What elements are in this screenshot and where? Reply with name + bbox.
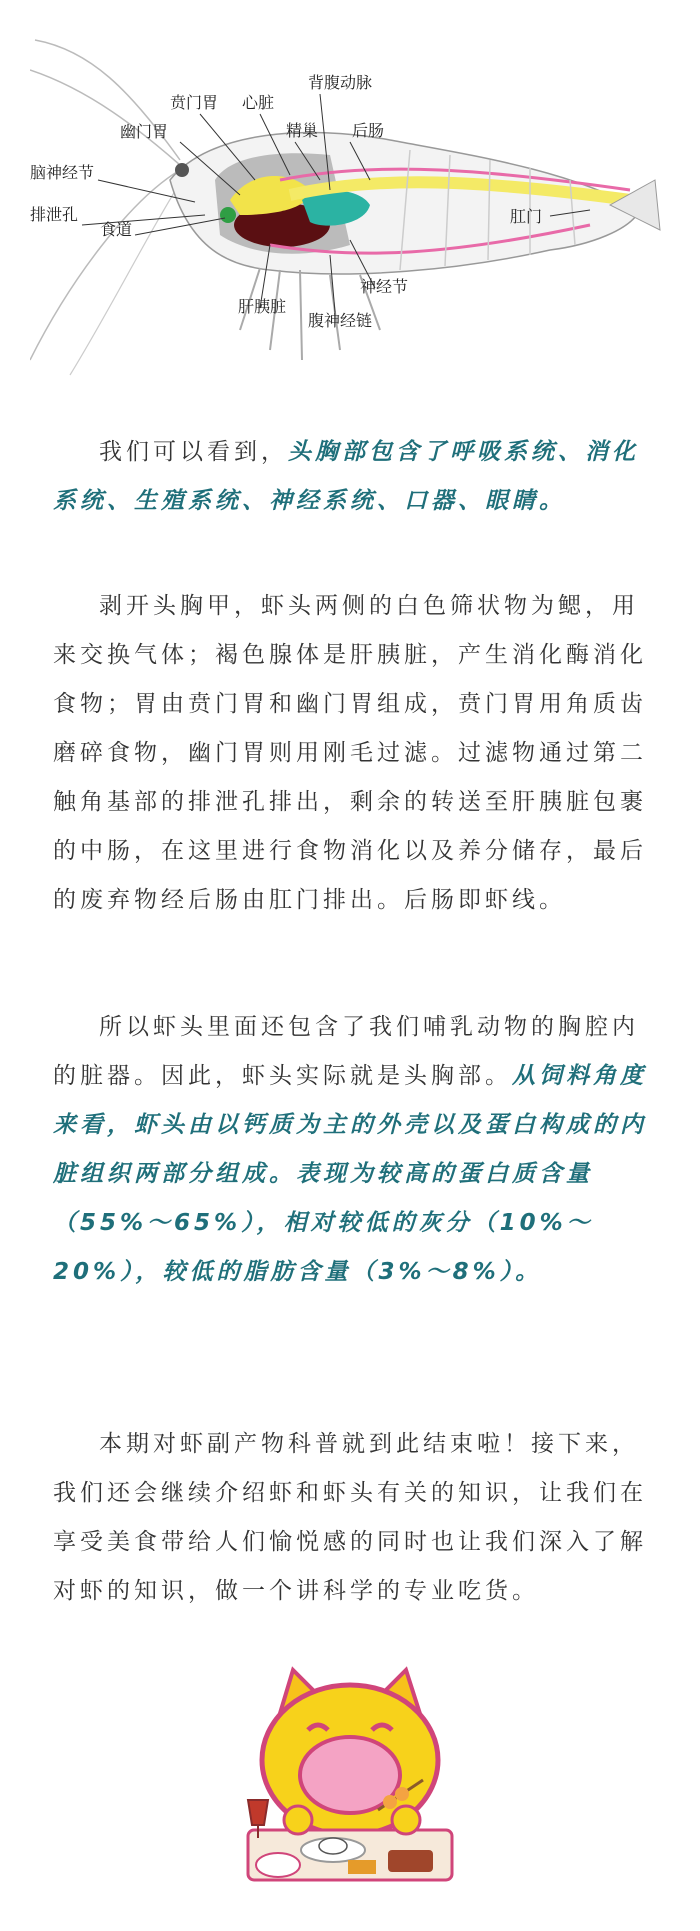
label-pyloric-stomach: 幽门胃 <box>120 122 169 141</box>
shrimp-anatomy-svg <box>30 30 670 380</box>
label-dorsal-artery: 背腹动脉 <box>308 73 373 92</box>
label-nerve-ganglion: 神经节 <box>360 277 409 296</box>
label-excretory-pore: 排泄孔 <box>30 205 79 224</box>
paragraph-1-text: 我们可以看到， <box>99 439 288 465</box>
label-hepatopancreas: 肝胰脏 <box>238 297 287 316</box>
cat-mascot-svg <box>238 1660 462 1886</box>
paragraph-1 <box>53 428 648 526</box>
cat-mascot-illustration <box>238 1660 462 1886</box>
shrimp-anatomy-diagram <box>30 30 670 380</box>
label-ventral-nerve-cord: 腹神经链 <box>308 311 373 330</box>
paragraph-2-text: 剥开头胸甲，虾头两侧的白色筛状物为鳃，用来交换气体；褐色腺体是肝胰脏，产生消化酶消化食物；胃由贲门胃和幽门胃组成，贲门胃用角质齿磨碎食物，幽门胃则用刚毛过滤。过滤物通过第二触角基部的排泄孔排出，剩余的转送至肝胰脏包裹的中肠，在这里进行食物消化以及养分储存，最后的废弃物经后肠由肛门排出。后肠即虾线。 <box>53 593 647 913</box>
paragraph-3-text: 所以虾头里面还包含了我们哺乳动物的胸腔内的脏器。因此，虾头实际就是头胸部。 <box>53 1014 639 1089</box>
label-anus: 肛门 <box>510 207 543 226</box>
label-heart: 心脏 <box>242 93 275 112</box>
paragraph-3-highlight: 从饲料角度来看，虾头由以钙质为主的外壳以及蛋白构成的内脏组织两部分组成。表现为较高的蛋白质含量（55%～65%），相对较低的灰分（10%～20%），较低的脂肪含量（3%～8%）。 <box>53 1063 647 1285</box>
paragraph-3 <box>53 1003 648 1297</box>
label-hindgut: 后肠 <box>352 121 385 140</box>
paragraph-2 <box>53 582 648 925</box>
label-cardiac-stomach: 贲门胃 <box>170 93 219 112</box>
label-spermary: 精巢 <box>286 121 319 140</box>
label-esophagus: 食道 <box>100 220 133 239</box>
paragraph-1-highlight: 头胸部包含了呼吸系统、消化系统、生殖系统、神经系统、口器、眼睛。 <box>53 439 639 514</box>
label-brain-ganglion: 脑神经节 <box>30 163 95 182</box>
paragraph-4-text: 本期对虾副产物科普就到此结束啦！接下来，我们还会继续介绍虾和虾头有关的知识，让我们在享受美食带给人们愉悦感的同时也让我们深入了解对虾的知识，做一个讲科学的专业吃货。 <box>53 1431 647 1604</box>
paragraph-4 <box>53 1420 648 1616</box>
